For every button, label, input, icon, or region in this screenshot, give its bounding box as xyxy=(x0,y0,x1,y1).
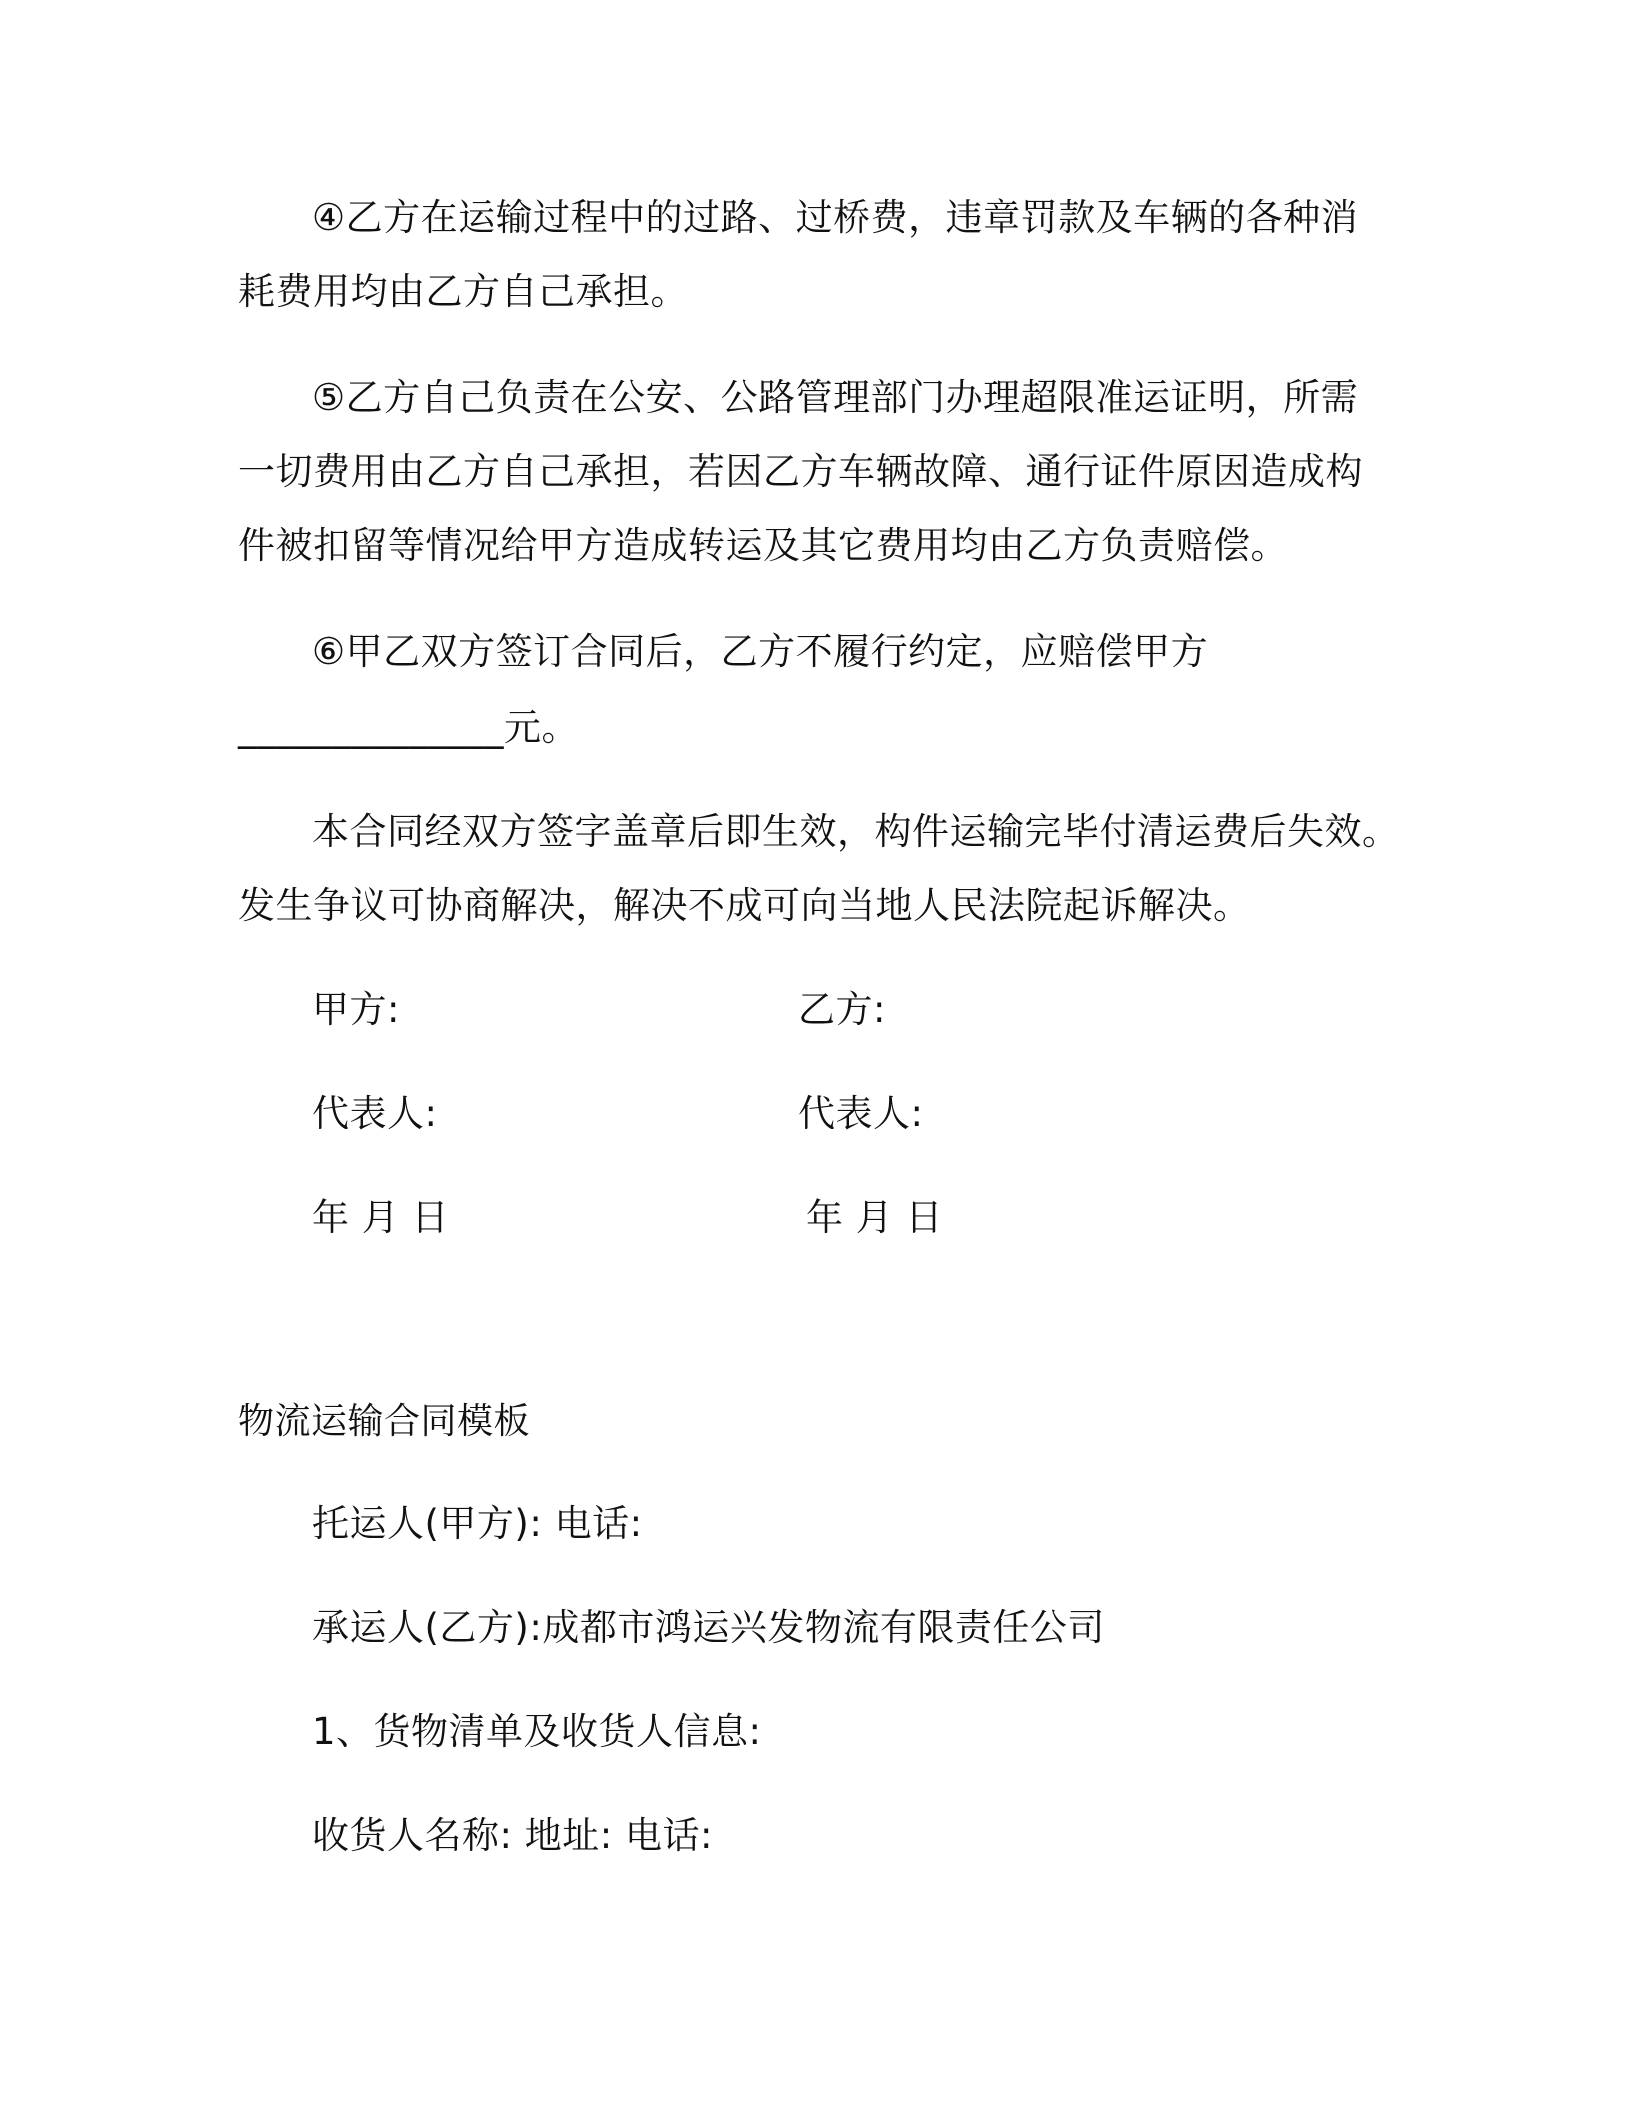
consignee-line: 收货人名称: 地址: 电话: xyxy=(312,1814,713,1857)
clause-4-line-1: ④乙方在运输过程中的过路、过桥费，违章罚款及车辆的各种消 xyxy=(312,196,1359,239)
party-b-representative-label: 代表人: xyxy=(798,1092,924,1135)
party-a-date-label: 年 月 日 xyxy=(312,1196,450,1239)
goods-list-section-heading: 1、货物清单及收货人信息: xyxy=(312,1710,762,1753)
party-b-label: 乙方: xyxy=(798,988,886,1031)
effective-clause-line-1: 本合同经双方签字盖章后即生效，构件运输完毕付清运费后失效。 xyxy=(312,810,1400,853)
party-b-date-label: 年 月 日 xyxy=(806,1196,944,1239)
clause-5-line-2: 一切费用由乙方自己承担，若因乙方车辆故障、通行证件原因造成构 xyxy=(238,450,1363,493)
clause-5-line-1: ⑤乙方自己负责在公安、公路管理部门办理超限准运证明，所需 xyxy=(312,376,1359,419)
effective-clause-line-2: 发生争议可协商解决，解决不成可向当地人民法院起诉解决。 xyxy=(238,884,1251,927)
party-a-representative-label: 代表人: xyxy=(312,1092,438,1135)
clause-6-line-1: ⑥甲乙双方签订合同后，乙方不履行约定，应赔偿甲方 xyxy=(312,630,1209,673)
party-a-label: 甲方: xyxy=(312,988,400,1031)
shipper-line: 托运人(甲方): 电话: xyxy=(312,1502,643,1545)
clause-5-line-3: 件被扣留等情况给甲方造成转运及其它费用均由乙方负责赔偿。 xyxy=(238,524,1288,567)
clause-4-line-2: 耗费用均由乙方自己承担。 xyxy=(238,270,688,313)
clause-6-line-2: ______________元。 xyxy=(238,706,579,749)
second-document-title: 物流运输合同模板 xyxy=(238,1401,531,1442)
carrier-line: 承运人(乙方):成都市鸿运兴发物流有限责任公司 xyxy=(312,1606,1105,1649)
